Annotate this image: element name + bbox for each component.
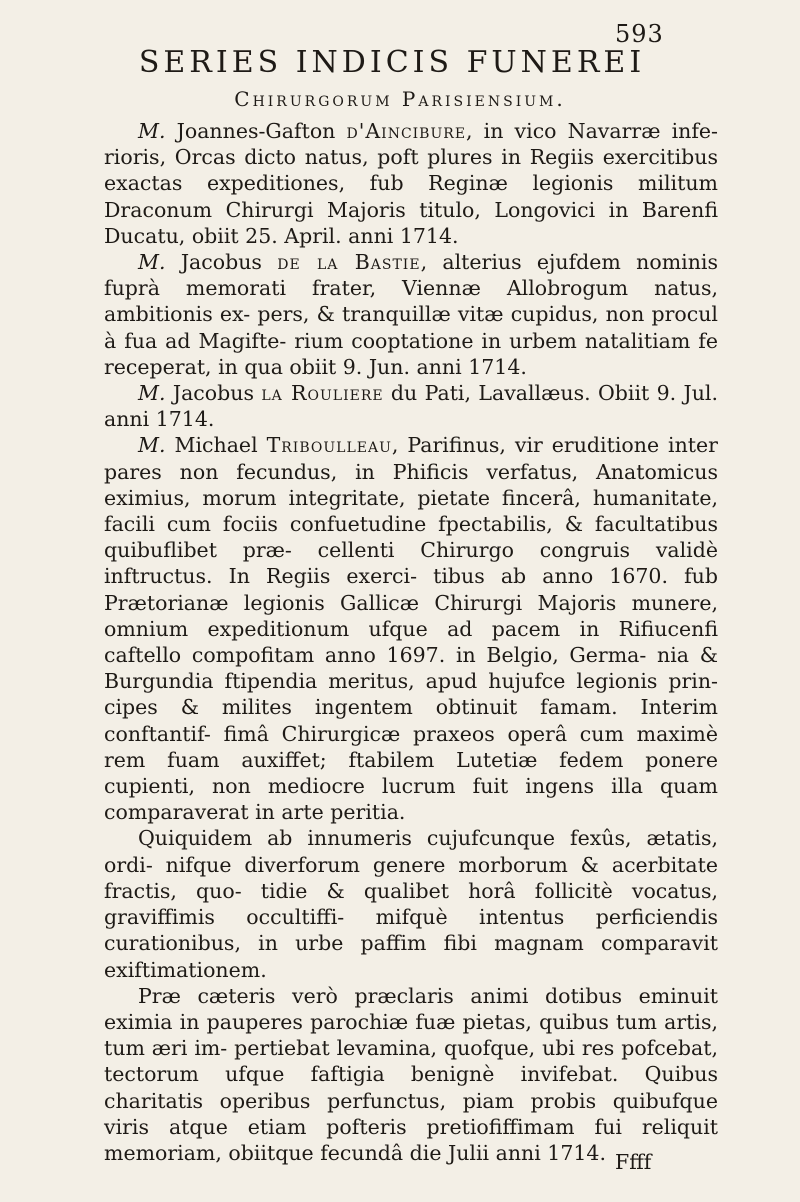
entry-de-la-bastie: M. Jacobus de la Bastie, alterius ejufdem nominis fuprà memorati frater, Viennæ Allobrogum natus, ambitionis ex- pers, & tranquillæ vitæ cupidus, non procul à fua ad Magifte- rium cooptatione in urbem natalitiam fe receperat, in qua obiit 9. Jun. anni 1714. (104, 250, 718, 379)
page-title: SERIES INDICIS FUNEREI (138, 45, 646, 80)
page-subtitle: Chirurgorum Parisiensium. (234, 87, 566, 111)
paragraph-prae-ceteris: Præ cæteris verò præclaris animi dotibus eminuit eximia in pauperes parochiæ fuæ pietas, quibus tum artis, tum æri im- pertiebat levamina, quofque, ubi res pofcebat, tectorum ufque faftigia benignè invifebat. Quibus charitatis operibus perfunctus, piam probis quibufque viris atque etiam pofteris pretiofiffimam fui reliquit memoriam, obiitque fecundâ die Julii anni 1714. (104, 983, 718, 1165)
catchword: Ffff (615, 1150, 652, 1174)
entry-triboulleau: M. Michael Triboulleau, Parifinus, vir eruditione inter pares non fecundus, in Phificis verfatus, Anatomicus eximius, morum integritate, pietate fincerâ, humanitate, facili cum fociis confuetudine fpectabilis, & facultatibus quibuflibet præ- cellenti Chirurgo congruis validè inftructus. In Regiis exerci- tibus ab anno 1670. fub Prætorianæ legionis Gallicæ Chirurgi Majoris munere, omnium expeditionum ufque ad pacem in Rifiucenfi caftello compofitam anno 1697. in Belgio, Germa- nia & Burgundia ftipendia meritus, apud hujufce legionis prin- cipes & milites ingentem obtinuit famam. Interim conftantif- fimâ Chirurgicæ praxeos operâ cum maximè rem fuam auxiffet; ftabilem Lutetiæ fedem ponere cupienti, non mediocre lucrum fuit ingens illa quam comparaverat in arte peritia. (104, 433, 718, 825)
entry-la-rouliere: M. Jacobus la Rouliere du Pati, Lavallæus. Obiit 9. Jul. anni 1714. (104, 381, 718, 432)
entry-aincibure: M. Joannes-Gafton d'Aincibure, in vico Navarræ infe- rioris, Orcas dicto natus, poft plures in Regiis exercitibus exactas expeditiones, fub Reginæ legionis militum Draconum Chirurgi Majoris titulo, Longovici in Barenfi Ducatu, obiit 25. April. anni 1714. (104, 119, 718, 248)
page-number: 593 (615, 20, 664, 48)
paragraph-quiquidem: Quiquidem ab innumeris cujufcunque fexûs, ætatis, ordi- nifque diverforum genere morborum & acerbitate fractis, quo- tidie & qualibet horâ follicitè vocatus, graviffimis occultiffi- mifquè intentus perficiendis curationibus, in urbe paffim fibi magnam comparavit exiftimationem. (104, 826, 718, 982)
document-body (104, 118, 718, 1166)
